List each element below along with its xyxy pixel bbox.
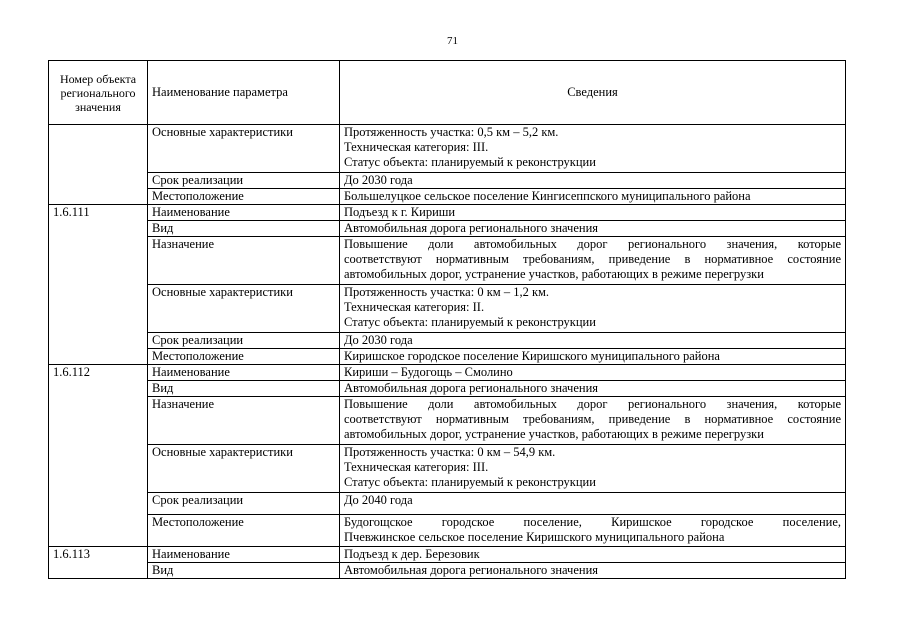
parameter-value-cell [340,445,846,493]
value-line: Статус объекта: планируемый к реконструкции [344,155,596,169]
value-line: автомобильных дорог, устранение участков, работающих в режиме перегрузки [344,427,764,441]
parameter-value-cell [340,493,846,515]
parameter-value-cell [340,221,846,237]
table-row [49,125,846,173]
value-line: Техническая категория: III. [344,460,489,474]
value-line: До 2030 года [344,333,413,347]
table-row [49,445,846,493]
parameter-value-cell [340,547,846,563]
value-line: Большелуцкое сельское поселение Кингисеппского муниципального района [344,189,751,203]
parameter-value-cell [340,563,846,579]
table-row [49,349,846,365]
table-header-row [49,61,846,125]
table-row [49,563,846,579]
parameter-value-cell [340,285,846,333]
parameter-name-cell: Основные характеристики [148,285,340,333]
table-row [49,493,846,515]
value-line: Автомобильная дорога регионального значения [344,563,599,577]
table-row [49,397,846,445]
parameter-value-cell [340,173,846,189]
parameter-name-cell: Местоположение [148,189,340,205]
table-row [49,285,846,333]
object-number-cell: 1.6.111 [49,205,148,365]
parameter-value-cell [340,125,846,173]
parameter-name-cell: Наименование [148,365,340,381]
value-line: Подъезд к г. Кириши [344,205,456,219]
value-line: Статус объекта: планируемый к реконструкции [344,315,596,329]
parameter-value-cell [340,365,846,381]
parameter-name-cell: Срок реализации [148,493,340,515]
table-row [49,221,846,237]
value-line: До 2030 года [344,173,413,187]
header-details: Сведения [340,61,846,125]
table-row [49,381,846,397]
table-row [49,365,846,381]
parameters-table [48,60,846,579]
table-row [49,333,846,349]
header-parameter-name: Наименование параметра [148,61,340,125]
object-number-cell: 1.6.113 [49,547,148,579]
parameter-name-cell: Назначение [148,397,340,445]
parameter-name-cell: Срок реализации [148,333,340,349]
parameter-value-cell [340,381,846,397]
parameter-name-cell: Наименование [148,205,340,221]
value-line: Кириши – Будогощь – Смолино [344,365,513,379]
parameter-name-cell: Местоположение [148,515,340,547]
table-row [49,189,846,205]
parameter-name-cell: Местоположение [148,349,340,365]
object-number-cell [49,125,148,205]
value-line: Протяженность участка: 0 км – 54,9 км. [344,445,556,459]
value-line: соответствуют нормативным требованиям, приведение в нормативное состояние [344,412,841,426]
value-line: Техническая категория: III. [344,140,489,154]
value-line: Статус объекта: планируемый к реконструкции [344,475,596,489]
parameter-name-cell: Вид [148,381,340,397]
value-line: Повышение доли автомобильных дорог регионального значения, которые [344,237,841,251]
value-line: До 2040 года [344,493,413,507]
value-line: Будогощское городское поселение, Киришское городское поселение, [344,515,841,529]
header-object-number: Номер объекта регионального значения [49,61,148,125]
value-line: Пчевжинское сельское поселение Киришского муниципального района [344,530,725,544]
value-line: Автомобильная дорога регионального значения [344,221,599,235]
parameter-name-cell: Срок реализации [148,173,340,189]
parameter-value-cell [340,189,846,205]
parameter-name-cell: Вид [148,563,340,579]
page-number: 71 [447,35,458,47]
table-row [49,173,846,189]
value-line: Повышение доли автомобильных дорог регионального значения, которые [344,397,841,411]
object-number-cell: 1.6.112 [49,365,148,547]
table-row [49,547,846,563]
parameter-value-cell [340,515,846,547]
value-line: автомобильных дорог, устранение участков, работающих в режиме перегрузки [344,267,764,281]
parameter-value-cell [340,333,846,349]
parameter-value-cell [340,349,846,365]
parameter-name-cell: Основные характеристики [148,125,340,173]
value-line: Протяженность участка: 0,5 км – 5,2 км. [344,125,559,139]
table-row [49,515,846,547]
table-row [49,205,846,221]
parameter-name-cell: Основные характеристики [148,445,340,493]
value-line: Протяженность участка: 0 км – 1,2 км. [344,285,550,299]
value-line: Техническая категория: II. [344,300,485,314]
parameter-name-cell: Вид [148,221,340,237]
parameter-value-cell [340,397,846,445]
parameter-value-cell [340,205,846,221]
value-line: Киришское городское поселение Киришского муниципального района [344,349,720,363]
value-line: соответствуют нормативным требованиям, приведение в нормативное состояние [344,252,841,266]
table-body [49,125,846,579]
parameter-name-cell: Назначение [148,237,340,285]
parameter-value-cell [340,237,846,285]
table-row [49,237,846,285]
parameter-name-cell: Наименование [148,547,340,563]
value-line: Автомобильная дорога регионального значения [344,381,599,395]
value-line: Подъезд к дер. Березовик [344,547,480,561]
